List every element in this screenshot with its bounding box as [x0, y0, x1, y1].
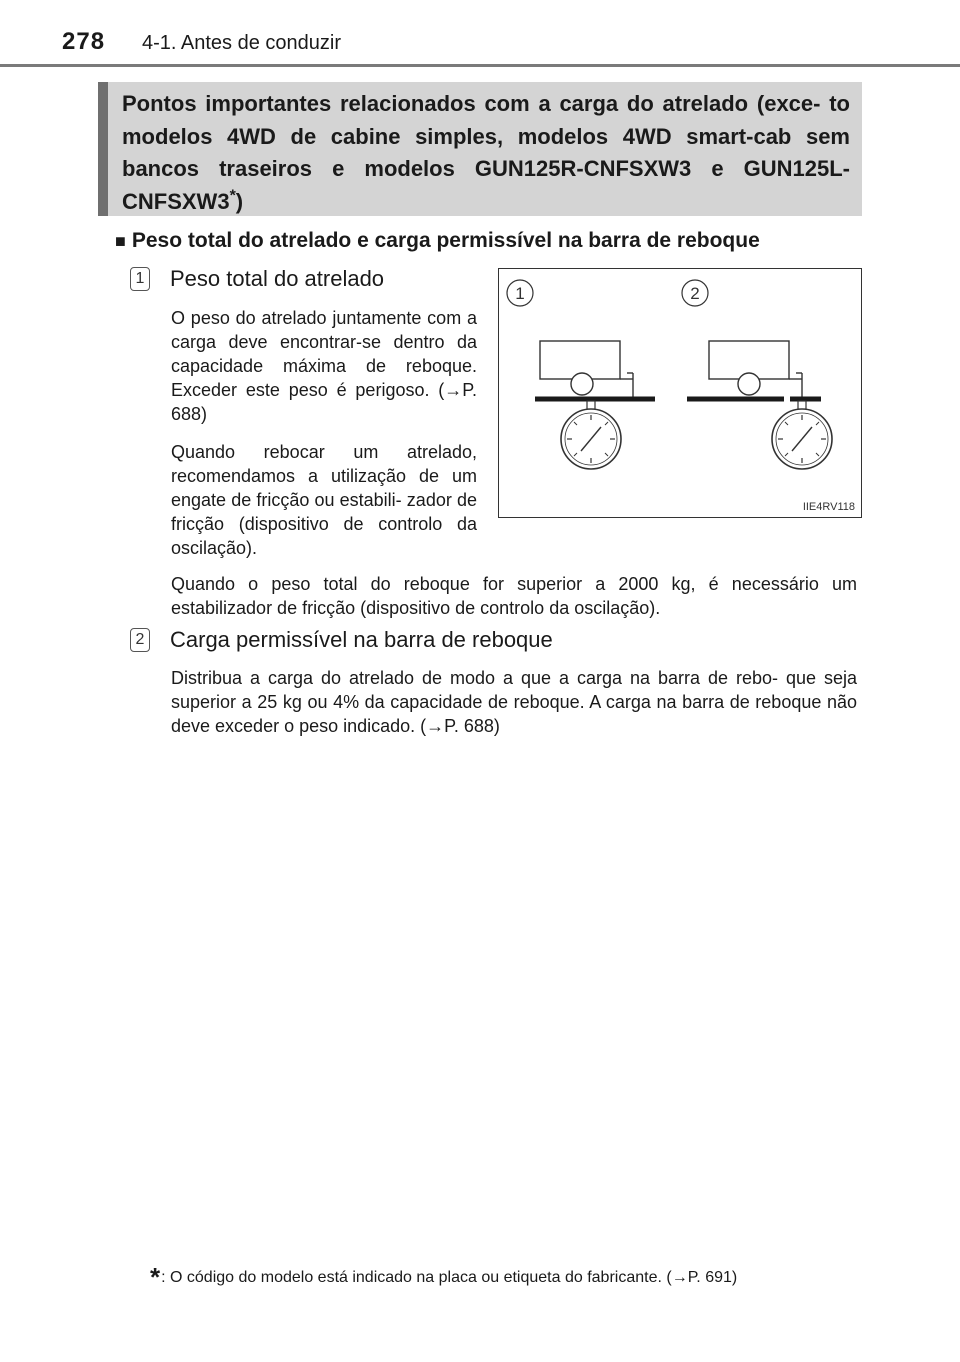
item1-para1: O peso do atrelado juntamente com a carga deve encontrar-se dentro da capacidade máxima de reboque. Exceder este peso é perigoso. (→P. 688): [171, 308, 477, 424]
title-close: ): [235, 188, 244, 214]
item1-para2: Quando rebocar um atrelado, recomendamos a utilização de um engate de fricção ou estabili- zador de fricção (dispositivo de controlo da oscilação).: [171, 442, 477, 558]
trailer-wheel: [738, 373, 760, 395]
square-bullet-icon: ■: [115, 231, 126, 251]
trailer-on-scale-diagram: [535, 341, 655, 469]
tongue-on-scale-diagram: [687, 341, 832, 469]
title-text: [122, 88, 850, 218]
item1-heading: Peso total do atrelado: [170, 266, 385, 291]
header-rule: [0, 64, 960, 67]
figure-label2: 2: [690, 284, 700, 303]
footnote-asterisk: *: [150, 1262, 161, 1292]
item1-badge: 1: [130, 267, 150, 291]
trailer-weight-figure: [498, 268, 862, 518]
figure-label1: 1: [515, 284, 525, 303]
item1-para3: Quando o peso total do reboque for superior a 2000 kg, é necessário um estabilizador de fricção (dispositivo de controlo da oscilação).: [171, 574, 857, 618]
page-number: 278: [62, 28, 106, 55]
title-asterisk: *: [229, 187, 236, 205]
trailer-scale-illustration: [499, 269, 861, 517]
item2-heading: Carga permissível na barra de reboque: [170, 627, 553, 652]
trailer-wheel: [571, 373, 593, 395]
subheading: [115, 229, 760, 253]
subheading-text: Peso total do atrelado e carga permissível na barra de reboque: [131, 229, 760, 252]
figure-code: IIE4RV118: [802, 501, 855, 513]
title-main: Pontos importantes relacionados com a carga do atrelado (exce- to modelos 4WD de cabine simples, modelos 4WD smart-cab sem bancos traseiros e modelos GUN125R-CNFSXW3 e GUN125L-CNFSXW3: [122, 91, 850, 214]
footnote: [150, 1262, 737, 1293]
item2-badge: 2: [130, 628, 150, 652]
title-box: [98, 82, 862, 216]
footnote-text: : O código do modelo está indicado na placa ou etiqueta do fabricante. (→P. 691): [161, 1269, 738, 1286]
item2-para1: Distribua a carga do atrelado de modo a que a carga na barra de rebo- que seja superior a 25 kg ou 4% da capacidade de reboque. A carga na barra de reboque não deve exceder o peso indicado. (→P. 688): [171, 668, 857, 736]
section-title: 4-1. Antes de conduzir: [142, 32, 342, 54]
